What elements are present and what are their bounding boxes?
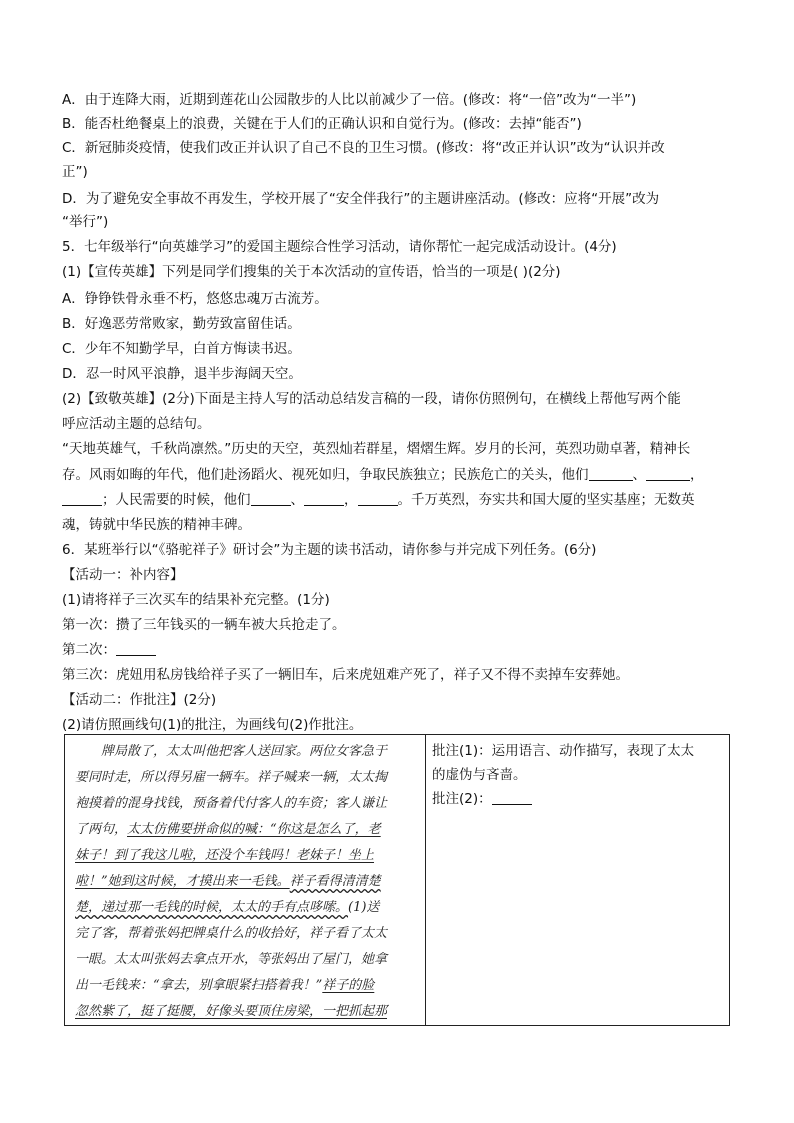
annotation-1-line1: 批注(1)：运用语言、动作描写，表现了太太 bbox=[432, 743, 695, 759]
activity2-title: 【活动二：作批注】(2分) bbox=[62, 692, 217, 708]
q4-option-d-line2: “举行”) bbox=[62, 214, 109, 230]
excerpt-line: 牌局散了，太太叫他把客人送回家。两位女客急于 bbox=[101, 744, 388, 759]
passage-line1: “天地英雄气，千秋尚凛然。”历史的天空，英烈灿若群星，熠熠生辉。岁月的长河，英烈功勋卓著，精神长 bbox=[62, 441, 691, 457]
activity2-question: (2)请仿照画线句(1)的批注，为画线句(2)作批注。 bbox=[62, 717, 363, 733]
excerpt-line: 完了客，帮着张妈把牌桌什么的收拾好，祥子看了太太 bbox=[75, 926, 388, 941]
q5-option-b: B．好逸恶劳常败家，勤劳致富留佳话。 bbox=[62, 316, 301, 332]
excerpt-line: 一眼。太太叫张妈去拿点开水，等张妈出了屋门，她拿 bbox=[75, 952, 388, 967]
underlined-sentence-1: 妹子！到了我这儿啦，还没个车钱吗！老妹子！坐上 bbox=[75, 848, 375, 863]
passage-line3 bbox=[62, 490, 734, 510]
underlined-sentence-1: 太太仿佛要拼命似的喊：“你这是怎么了，老 bbox=[127, 822, 381, 837]
q4-option-c-line1: C．新冠肺炎疫情，使我们改正并认识了自己不良的卫生习惯。(修改：将“改正并认识”改为“认识并改 bbox=[62, 140, 665, 156]
passage-punct: 、 bbox=[290, 492, 304, 508]
annotation-cell bbox=[426, 735, 730, 1026]
q4-option-b: B．能否杜绝餐桌上的浪费，关键在于人们的正确认识和自觉行为。(修改：去掉“能否”) bbox=[62, 116, 582, 132]
activity1-title: 【活动一：补内容】 bbox=[62, 567, 184, 583]
passage-text: 。千万英烈，夯实共和国大厦的坚实基座；无数英 bbox=[397, 492, 695, 508]
second-purchase bbox=[62, 640, 734, 660]
passage-punct: 、 bbox=[632, 467, 646, 483]
activity1-question: (1)请将祥子三次买车的结果补充完整。(1分) bbox=[62, 592, 330, 608]
answer-blank[interactable] bbox=[646, 466, 690, 481]
answer-blank[interactable] bbox=[251, 491, 291, 506]
q6-stem: 6．某班举行以“《骆驼祥子》研讨会”为主题的读书活动，请你参与并完成下列任务。(6分) bbox=[62, 542, 597, 558]
excerpt-line: 袍摸着的混身找钱，预备着代付客人的车资；客人谦让 bbox=[75, 796, 388, 811]
underlined-sentence-2: 祥子的脸 bbox=[322, 978, 375, 993]
excerpt-text: 出一毛钱来：“拿去，别拿眼紧扫搭着我！” bbox=[75, 978, 323, 993]
annotation-2 bbox=[432, 787, 723, 811]
answer-blank[interactable] bbox=[589, 466, 633, 481]
excerpt-line bbox=[75, 973, 417, 999]
second-label: 第二次： bbox=[62, 642, 116, 658]
passage-punct: ， bbox=[344, 492, 358, 508]
first-purchase: 第一次：攒了三年钱买的一辆车被大兵抢走了。 bbox=[62, 617, 346, 633]
annotation-2-label: 批注(2)： bbox=[432, 791, 492, 807]
excerpt-cell bbox=[65, 735, 426, 1026]
q4-option-a: A．由于连降大雨，近期到莲花山公园散步的人比以前减少了一倍。(修改：将“一倍”改为“一半”) bbox=[62, 92, 637, 108]
q5-sub2-line2: 呼应活动主题的总结句。 bbox=[62, 416, 211, 432]
annotation-1-line2: 的虚伪与吝啬。 bbox=[432, 767, 527, 783]
q5-option-c: C．少年不知勤学早，白首方悔读书迟。 bbox=[62, 341, 301, 357]
q5-option-a: A．铮铮铁骨永垂不朽，悠悠忠魂万古流芳。 bbox=[62, 291, 328, 307]
excerpt-line bbox=[75, 869, 417, 895]
answer-blank[interactable] bbox=[358, 491, 398, 506]
answer-blank[interactable] bbox=[62, 491, 102, 506]
third-purchase: 第三次：虎妞用私房钱给祥子买了一辆旧车，后来虎妞难产死了，祥子又不得不卖掉车安葬她。 bbox=[62, 667, 629, 683]
q5-sub2-line1: (2)【致敬英雄】(2分)下面是主持人写的活动总结发言稿的一段，请你仿照例句，在横线上帮他写两个能 bbox=[62, 391, 681, 407]
q5-option-d: D．忍一时风平浪静，退半步海阔天空。 bbox=[62, 366, 302, 382]
passage-text: ；人民需要的时候，他们 bbox=[102, 492, 251, 508]
wavy-sentence: 楚，递过那一毛钱的时候，太太的手有点哆嗦。 bbox=[75, 900, 349, 915]
annotations bbox=[426, 735, 729, 811]
novel-excerpt bbox=[65, 735, 425, 1025]
answer-blank[interactable] bbox=[304, 491, 344, 506]
passage-line2 bbox=[62, 465, 734, 485]
q4-option-d-line1: D．为了避免安全事故不再发生，学校开展了“安全伴我行”的主题讲座活动。(修改：应将“开展”改为 bbox=[62, 191, 660, 207]
answer-blank[interactable] bbox=[116, 641, 156, 656]
underlined-sentence-1: 啦！”她到这时候，才摸出来一毛钱。 bbox=[75, 874, 290, 889]
q5-stem: 5．七年级举行“向英雄学习”的爱国主题综合性学习活动，请你帮忙一起完成活动设计。(4分) bbox=[62, 239, 617, 255]
excerpt-line: 要同时走，所以得另雇一辆车。祥子喊来一辆，太太掏 bbox=[75, 770, 388, 785]
passage-text: 存。风雨如晦的年代，他们赴汤蹈火、视死如归，争取民族独立；民族危亡的关头，他们 bbox=[62, 467, 589, 483]
passage-punct: ， bbox=[690, 467, 704, 483]
excerpt-text: 了两句， bbox=[75, 822, 128, 837]
passage-line4: 魂，铸就中华民族的精神丰碑。 bbox=[62, 517, 251, 533]
annotation-table bbox=[64, 734, 730, 1026]
excerpt-line bbox=[75, 895, 417, 921]
q4-option-c-line2: 正”) bbox=[62, 164, 88, 180]
wavy-sentence: 祥子看得清清楚 bbox=[289, 874, 381, 889]
underlined-sentence-2: 忽然紫了，挺了挺腰，好像头要顶住房梁，一把抓起那 bbox=[75, 1004, 388, 1019]
q5-sub1: (1)【宣传英雄】下列是同学们搜集的关于本次活动的宣传语，恰当的一项是( )(2分) bbox=[62, 264, 561, 280]
excerpt-line bbox=[75, 817, 417, 843]
answer-blank[interactable] bbox=[492, 790, 532, 805]
excerpt-text: (1)送 bbox=[348, 900, 380, 915]
